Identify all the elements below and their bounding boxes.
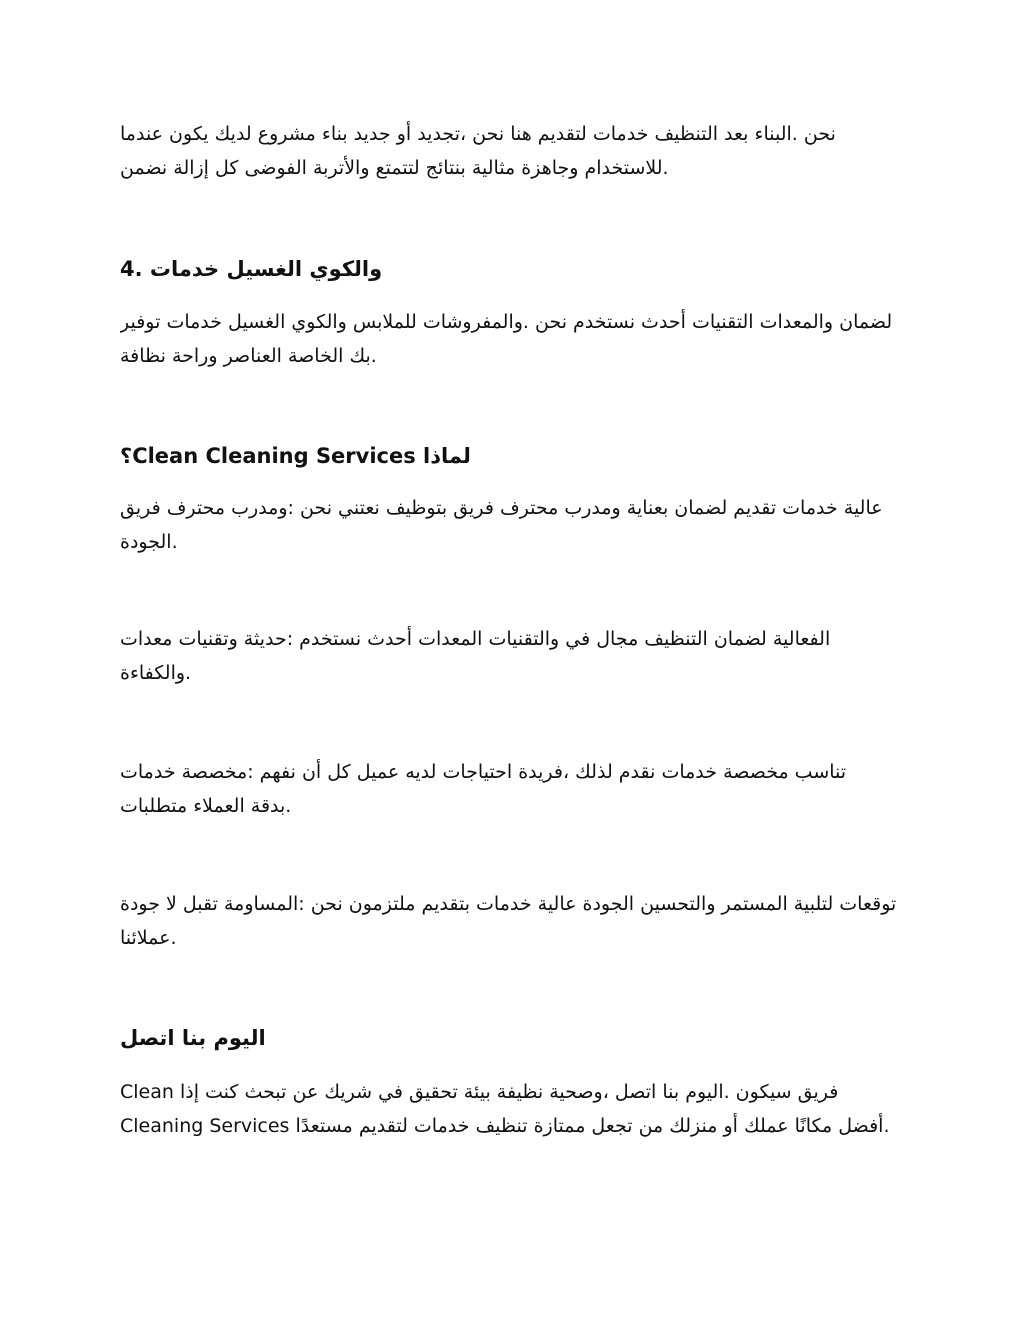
paragraph-6-line-2: .عملائنا: [120, 927, 177, 949]
paragraph-5-line-2: .بدقة العملاء متطلبات: [120, 795, 292, 817]
paragraph-2-line-1: لضمان والمعدات التقنيات أحدث نستخدم نحن .والمفروشات للملابس والكوي الغسيل خدمات توفير: [120, 311, 893, 333]
heading-laundry-services: والكوي الغسيل خدمات .4: [120, 257, 383, 281]
paragraph-4-line-2: .والكفاءة: [120, 662, 192, 684]
paragraph-3-line-1: عالية خدمات تقديم لضمان بعناية ومدرب محترف فريق بتوظيف نعتني نحن :ومدرب محترف فريق: [120, 497, 883, 519]
paragraph-4-line-1: الفعالية لضمان التنظيف مجال في والتقنيات المعدات أحدث نستخدم :حديثة وتقنيات معدات: [120, 628, 831, 650]
heading-contact-us: اليوم بنا اتصل: [120, 1026, 266, 1050]
paragraph-5-line-1: تناسب مخصصة خدمات نقدم لذلك ،فريدة احتياجات لديه عميل كل أن نفهم :مخصصة خدمات: [120, 761, 847, 783]
paragraph-2-line-2: .بك الخاصة العناصر وراحة نظافة: [120, 345, 377, 367]
paragraph-1-line-2: .للاستخدام وجاهزة مثالية بنتائج لتتمتع والأتربة الفوضى كل إزالة نضمن: [120, 157, 669, 179]
paragraph-1-line-1: نحن .البناء بعد التنظيف خدمات لتقديم هنا نحن ،تجديد أو جديد بناء مشروع لديك يكون عندما: [120, 123, 836, 145]
heading-why-us: لماذا Clean Cleaning Services؟: [120, 444, 471, 468]
paragraph-7-line-2: .أفضل مكانًا عملك أو منزلك من تجعل ممتازة تنظيف خدمات لتقديم مستعدًا Cleaning Services: [120, 1115, 890, 1137]
paragraph-7-line-1: Clean فريق سيكون .اليوم بنا اتصل ،وصحية نظيفة بيئة تحقيق في شريك عن تبحث كنت إذا: [120, 1081, 839, 1103]
paragraph-3-line-2: .الجودة: [120, 531, 178, 553]
paragraph-6-line-1: توقعات لتلبية المستمر والتحسين الجودة عالية خدمات بتقديم ملتزمون نحن :المساومة تقبل لا جودة: [120, 893, 897, 915]
